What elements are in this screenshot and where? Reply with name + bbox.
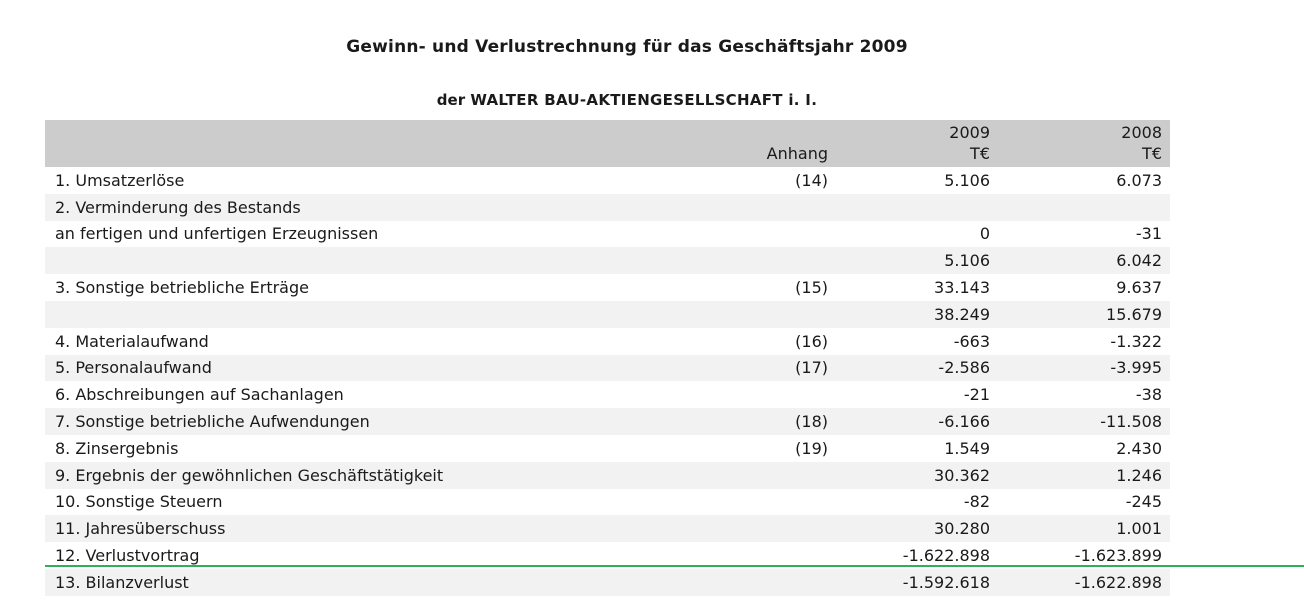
row-value-2009: 5.106 [944,170,990,190]
table-row [45,274,1170,301]
row-anhang [605,301,829,328]
row-value-2008: 9.637 [1116,278,1162,298]
row-value-2009: 1.549 [944,438,990,458]
row-anhang [605,515,829,542]
table-row [45,462,1170,489]
header-year-2009-label: 2009 [949,123,990,142]
header-year-2008 [998,120,1170,167]
header-unit-2008: T€ [1142,144,1162,163]
row-anhang: (15) [795,278,828,298]
row-label [45,247,605,274]
header-unit-2009: T€ [970,144,990,163]
row-value-2009: -82 [963,492,990,512]
row-label: 7. Sonstige betriebliche Aufwendungen [55,412,370,432]
row-value-2008: -38 [1135,385,1162,405]
row-label: 12. Verlustvortrag [55,546,200,566]
row-value-2008: -31 [1135,224,1162,244]
row-label: 9. Ergebnis der gewöhnlichen Geschäftstätigkeit [55,465,444,485]
row-anhang: (19) [795,438,828,458]
table-row [45,247,1170,274]
row-value-2008: 6.042 [1116,251,1162,271]
row-value-2008: 15.679 [1106,304,1162,324]
row-value-2009: -663 [953,331,990,351]
header-year-2009 [829,120,998,167]
row-value-2009: -1.592.618 [902,572,990,592]
row-anhang [605,381,829,408]
row-anhang: (17) [795,358,828,378]
row-value-2009: -2.586 [938,358,990,378]
table-row [45,408,1170,435]
row-label: 3. Sonstige betriebliche Erträge [55,278,309,298]
table-row [45,569,1170,596]
row-value-2008: 2.430 [1116,438,1162,458]
row-value-2008: -245 [1125,492,1162,512]
row-label: 5. Personalaufwand [55,358,212,378]
row-value-2008: -1.623.899 [1074,546,1162,566]
row-value-2008: -1.322 [1110,331,1162,351]
row-anhang [605,194,829,221]
row-anhang [605,221,829,248]
table-row [45,167,1170,194]
header-label-cell [45,120,605,167]
row-value-2009: -21 [963,385,990,405]
row-value-2008: 1.246 [1116,465,1162,485]
row-label: 10. Sonstige Steuern [55,492,223,512]
table-row [45,489,1170,516]
page-title: Gewinn- und Verlustrechnung für das Geschäftsjahr 2009 [346,37,908,57]
table-body [45,167,1170,596]
table-row [45,381,1170,408]
table-row [45,355,1170,382]
row-label: an fertigen und unfertigen Erzeugnissen [55,224,379,244]
row-value-2009: 5.106 [944,251,990,271]
divider-line [45,565,1304,567]
header-anhang: Anhang [766,144,828,163]
row-value-2009: 38.249 [934,304,990,324]
row-value-2009 [829,194,998,221]
row-value-2008: -11.508 [1100,412,1162,432]
row-value-2009: 30.362 [934,465,990,485]
row-label: 6. Abschreibungen auf Sachanlagen [55,385,344,405]
row-value-2009: -1.622.898 [902,546,990,566]
row-value-2009: 30.280 [934,519,990,539]
subtitle-prefix: der [436,91,471,109]
table-header-row [45,120,1170,167]
row-anhang [605,489,829,516]
row-value-2008: -1.622.898 [1074,572,1162,592]
row-value-2008 [998,194,1170,221]
row-anhang: (16) [795,331,828,351]
row-anhang [605,462,829,489]
table-row [45,515,1170,542]
row-value-2009: 33.143 [934,278,990,298]
table-row [45,328,1170,355]
page-subtitle [0,91,1254,109]
row-label: 13. Bilanzverlust [55,572,189,592]
row-label [45,301,605,328]
row-label: 11. Jahresüberschuss [55,519,226,539]
table-row [45,194,1170,221]
table-row [45,221,1170,248]
row-value-2008: 1.001 [1116,519,1162,539]
income-statement-table [45,120,1170,596]
company-name: WALTER BAU-AKTIENGESELLSCHAFT i. I. [470,91,818,109]
row-value-2009: -6.166 [938,412,990,432]
row-label: 8. Zinsergebnis [55,438,179,458]
row-anhang [605,569,829,596]
row-value-2009: 0 [979,224,990,244]
table-row [45,301,1170,328]
row-label: 1. Umsatzerlöse [55,170,185,190]
row-value-2008: 6.073 [1116,170,1162,190]
row-label: 2. Verminderung des Bestands [55,197,301,217]
row-anhang: (18) [795,412,828,432]
table-row [45,435,1170,462]
row-anhang: (14) [795,170,828,190]
row-label: 4. Materialaufwand [55,331,209,351]
header-year-2008-label: 2008 [1121,123,1162,142]
row-anhang [605,247,829,274]
row-value-2008: -3.995 [1110,358,1162,378]
